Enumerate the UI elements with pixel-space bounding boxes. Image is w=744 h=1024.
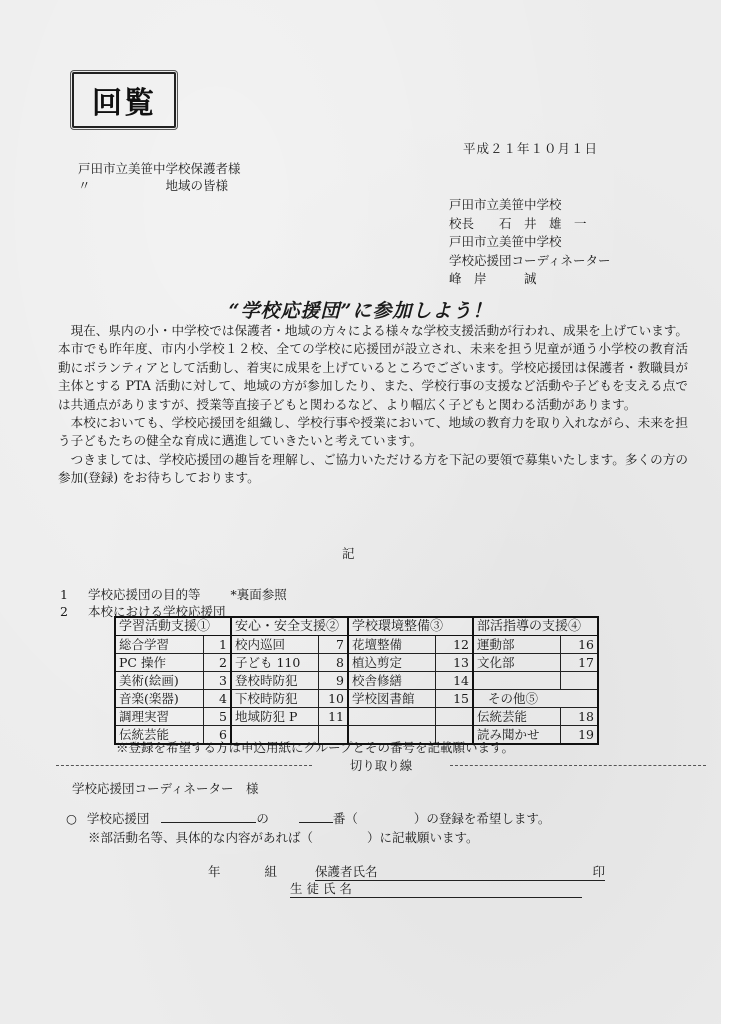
- group-header: 部活指導の支援④: [473, 617, 598, 636]
- table-cell: 美術(絵画): [115, 672, 203, 690]
- apply-prefix: 学校応援団: [86, 811, 150, 826]
- table-cell: 5: [203, 708, 231, 726]
- class-label: 組: [264, 864, 278, 879]
- table-cell: 伝統芸能: [115, 726, 203, 745]
- group-header: 学校環境整備③: [348, 617, 473, 636]
- detail-prefix: ※部活動名等、具体的な内容があれば（: [88, 830, 314, 845]
- table-row: [115, 654, 598, 672]
- table-cell: 伝統芸能: [473, 708, 561, 726]
- cut-line-label: 切り取り線: [349, 758, 413, 773]
- table-cell: 3: [203, 672, 231, 690]
- table-cell: 9: [319, 672, 349, 690]
- table-cell: 登校時防犯: [231, 672, 319, 690]
- table-cell: [436, 708, 474, 726]
- body-paragraph: 本校においても、学校応援団を組織し、学校行事や授業において、地域の教育力を取り入れながら、未来を担う子どもたちの健全な育成に邁進していきたいと考えています。: [58, 415, 688, 449]
- table-cell: 調理実習: [115, 708, 203, 726]
- table-cell: 8: [319, 654, 349, 672]
- table-cell: [561, 672, 599, 690]
- table-cell: 10: [319, 690, 349, 708]
- table-cell: PC 操作: [115, 654, 203, 672]
- table-cell: [473, 672, 561, 690]
- table-cell: 2: [203, 654, 231, 672]
- table-row: [115, 672, 598, 690]
- item-ref: *裏面参照: [230, 587, 287, 602]
- group-name-field[interactable]: [161, 808, 256, 823]
- table-cell: 17: [561, 654, 599, 672]
- group-header: 安心・安全支援②: [231, 617, 348, 636]
- sender-line: 学校応援団コーディネーター: [449, 252, 611, 268]
- sender-line: 校長 石 井 雄 一: [449, 215, 587, 231]
- apply-line: [66, 808, 550, 828]
- cut-dashes-left: [56, 765, 312, 766]
- document-date: 平成２１年１０月１日: [463, 141, 599, 156]
- table-cell: 7: [319, 636, 349, 654]
- group-header: 学習活動支援①: [115, 617, 231, 636]
- table-row: [115, 708, 598, 726]
- subgroup-header: その他⑤: [473, 690, 598, 708]
- table-cell: 音楽(楽器): [115, 690, 203, 708]
- circulation-stamp: [72, 72, 176, 128]
- table-cell: 6: [203, 726, 231, 745]
- apply-ban-label: 番（: [332, 811, 358, 826]
- table-cell: 15: [436, 690, 474, 708]
- cut-dashes-right: [450, 765, 706, 766]
- detail-suffix: ）に記載願います。: [367, 830, 479, 845]
- sender-line: 峰 岸 誠: [449, 271, 537, 286]
- item-number: 2: [60, 604, 68, 619]
- seal-label: 印: [592, 864, 605, 879]
- table-cell: 19: [561, 726, 599, 745]
- group-number-field[interactable]: [299, 808, 333, 823]
- form-recipient: 学校応援団コーディネーター 様: [72, 781, 259, 796]
- table-row: [115, 690, 598, 708]
- table-cell: 文化部: [473, 654, 561, 672]
- sender-line: 戸田市立美笹中学校: [449, 197, 562, 212]
- table-row: [115, 636, 598, 654]
- item-list: [60, 586, 287, 620]
- application-form: [66, 808, 550, 847]
- addressee-line: 戸田市立美笹中学校保護者様: [78, 161, 241, 176]
- student-line: [290, 879, 582, 898]
- table-cell: 校内巡回: [231, 636, 319, 654]
- table-cell: 植込剪定: [348, 654, 436, 672]
- circle-mark: ○: [66, 811, 77, 826]
- table-cell: [348, 708, 436, 726]
- item-text: 本校における学校応援団: [88, 604, 226, 619]
- student-name-field[interactable]: [290, 879, 582, 898]
- stamp-label: 回覧: [92, 86, 156, 121]
- table-cell: 地域防犯 P: [231, 708, 319, 726]
- apply-no-label: の: [256, 811, 269, 826]
- grade-label: 年: [208, 864, 221, 879]
- apply-suffix: ）の登録を希望します。: [413, 811, 551, 826]
- table-cell: 下校時防犯: [231, 690, 319, 708]
- table-header-row: [115, 617, 598, 636]
- addressee-line: 〃 地域の皆様: [78, 178, 229, 193]
- table-cell: 運動部: [473, 636, 561, 654]
- guardian-label: 保護者氏名: [315, 864, 378, 879]
- registration-note: ※登録を希望する方は申込用紙にグループとその番号を記載願います。: [116, 740, 515, 755]
- body-text: [58, 322, 688, 488]
- table-cell: 1: [203, 636, 231, 654]
- table-cell: 子ども 110: [231, 654, 319, 672]
- table-cell: 14: [436, 672, 474, 690]
- body-paragraph: つきましては、学校応援団の趣旨を理解し、ご協力いただける方を下記の要領で募集いたします。多くの方の参加(登録) をお待ちしております。: [58, 451, 688, 486]
- body-paragraph: 現在、県内の小・中学校では保護者・地域の方々による様々な学校支援活動が行われ、成果を上げています。本市でも昨年度、市内小学校１２校、全ての学校に応援団が設立され、未来を担う児童が通う小学校の教育活動にボランティアとして活動し、着実に成果を上げているところでございます。学校応援団は保護者・教職員が主体とする PTA 活動に対して、地域の方が参加したり、また、学校行事の支援など活動や子どもを支える点では共通点がありますが、授業等直接子どもと関わるなど、より幅広く子どもと関わる活動があります。: [58, 323, 688, 412]
- table-cell: 13: [436, 654, 474, 672]
- table-cell: 校舎修繕: [348, 672, 436, 690]
- addressee-block: [78, 161, 241, 195]
- student-label: 生 徒 氏 名: [290, 881, 352, 896]
- cut-line: [56, 757, 706, 773]
- item-text: 学校応援団の目的等: [88, 587, 201, 602]
- table-cell: 花壇整備: [348, 636, 436, 654]
- table-cell: 18: [561, 708, 599, 726]
- table-cell: 11: [319, 708, 349, 726]
- item-1: [60, 586, 287, 603]
- table-cell: 読み聞かせ: [473, 726, 561, 745]
- table-cell: 16: [561, 636, 599, 654]
- detail-line: [66, 828, 550, 847]
- support-groups-table: [114, 616, 599, 745]
- table-cell: 学校図書館: [348, 690, 436, 708]
- table-cell: 4: [203, 690, 231, 708]
- table-cell: 総合学習: [115, 636, 203, 654]
- sender-line: 戸田市立美笹中学校: [449, 234, 562, 249]
- ki-heading: 記: [342, 546, 355, 561]
- sender-block: [449, 196, 611, 289]
- item-number: 1: [60, 587, 68, 602]
- document-title: “学校応援団”に参加しよう！: [228, 300, 493, 322]
- table-cell: 12: [436, 636, 474, 654]
